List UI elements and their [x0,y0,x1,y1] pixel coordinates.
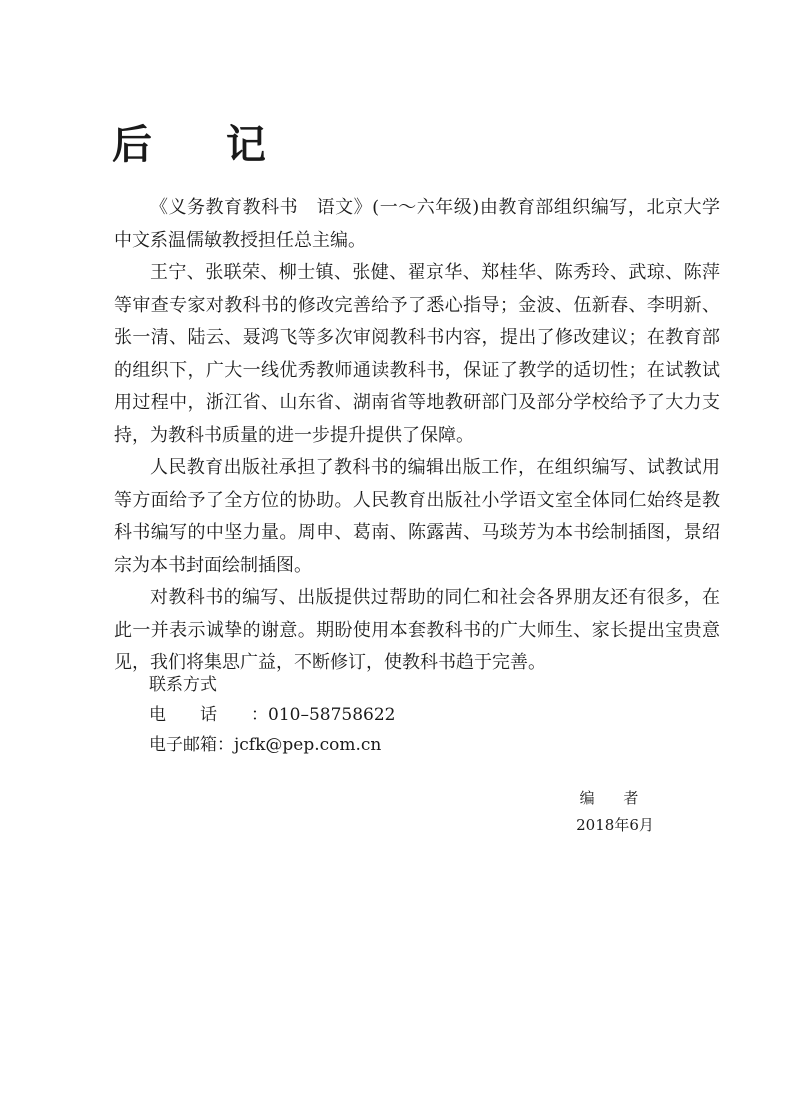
signature-block [560,785,670,839]
paragraph-2: 王宁、张联荣、柳士镇、张健、翟京华、郑桂华、陈秀玲、武琼、陈萍等审查专家对教科书的修改完善给予了悉心指导；金波、伍新春、李明新、张一清、陆云、聂鸿飞等多次审阅教科书内容，提出了修改建议；在教育部的组织下，广大一线优秀教师通读教科书，保证了教学的适切性；在试教试用过程中，浙江省、山东省、湖南省等地教研部门及部分学校给予了大力支持，为教科书质量的进一步提升提供了保障。 [114,262,720,446]
phone-label: 电话 [149,705,251,725]
email-label: 电子邮箱 [149,735,217,755]
email-colon: ： [217,735,234,755]
page-title: 后 记 [112,120,296,168]
signature-editor: 编 者 [579,789,651,807]
email-row [149,730,395,760]
body-text [114,192,720,680]
contact-heading: 联系方式 [149,675,217,695]
phone-value: 010–58758622 [268,705,396,725]
paragraph-4: 对教科书的编写、出版提供过帮助的同仁和社会各界朋友还有很多，在此一并表示诚挚的谢意。期盼使用本套教科书的广大师生、家长提出宝贵意见，我们将集思广益，不断修订，使教科书趋于完善。 [114,587,720,673]
phone-colon: ： [251,705,268,725]
phone-row [149,700,395,730]
contact-section [149,670,395,760]
paragraph-3: 人民教育出版社承担了教科书的编辑出版工作，在组织编写、试教试用等方面给予了全方位的协助。人民教育出版社小学语文室全体同仁始终是教科书编写的中坚力量。周申、葛南、陈露茜、马琰芳为本书绘制插图，景绍宗为本书封面绘制插图。 [114,457,720,576]
paragraph-1: 《义务教育教科书 语文》(一～六年级)由教育部组织编写，北京大学中文系温儒敏教授担任总主编。 [114,197,720,251]
signature-date: 2018年6月 [576,816,654,834]
email-value: jcfk@pep.com.cn [234,735,382,755]
